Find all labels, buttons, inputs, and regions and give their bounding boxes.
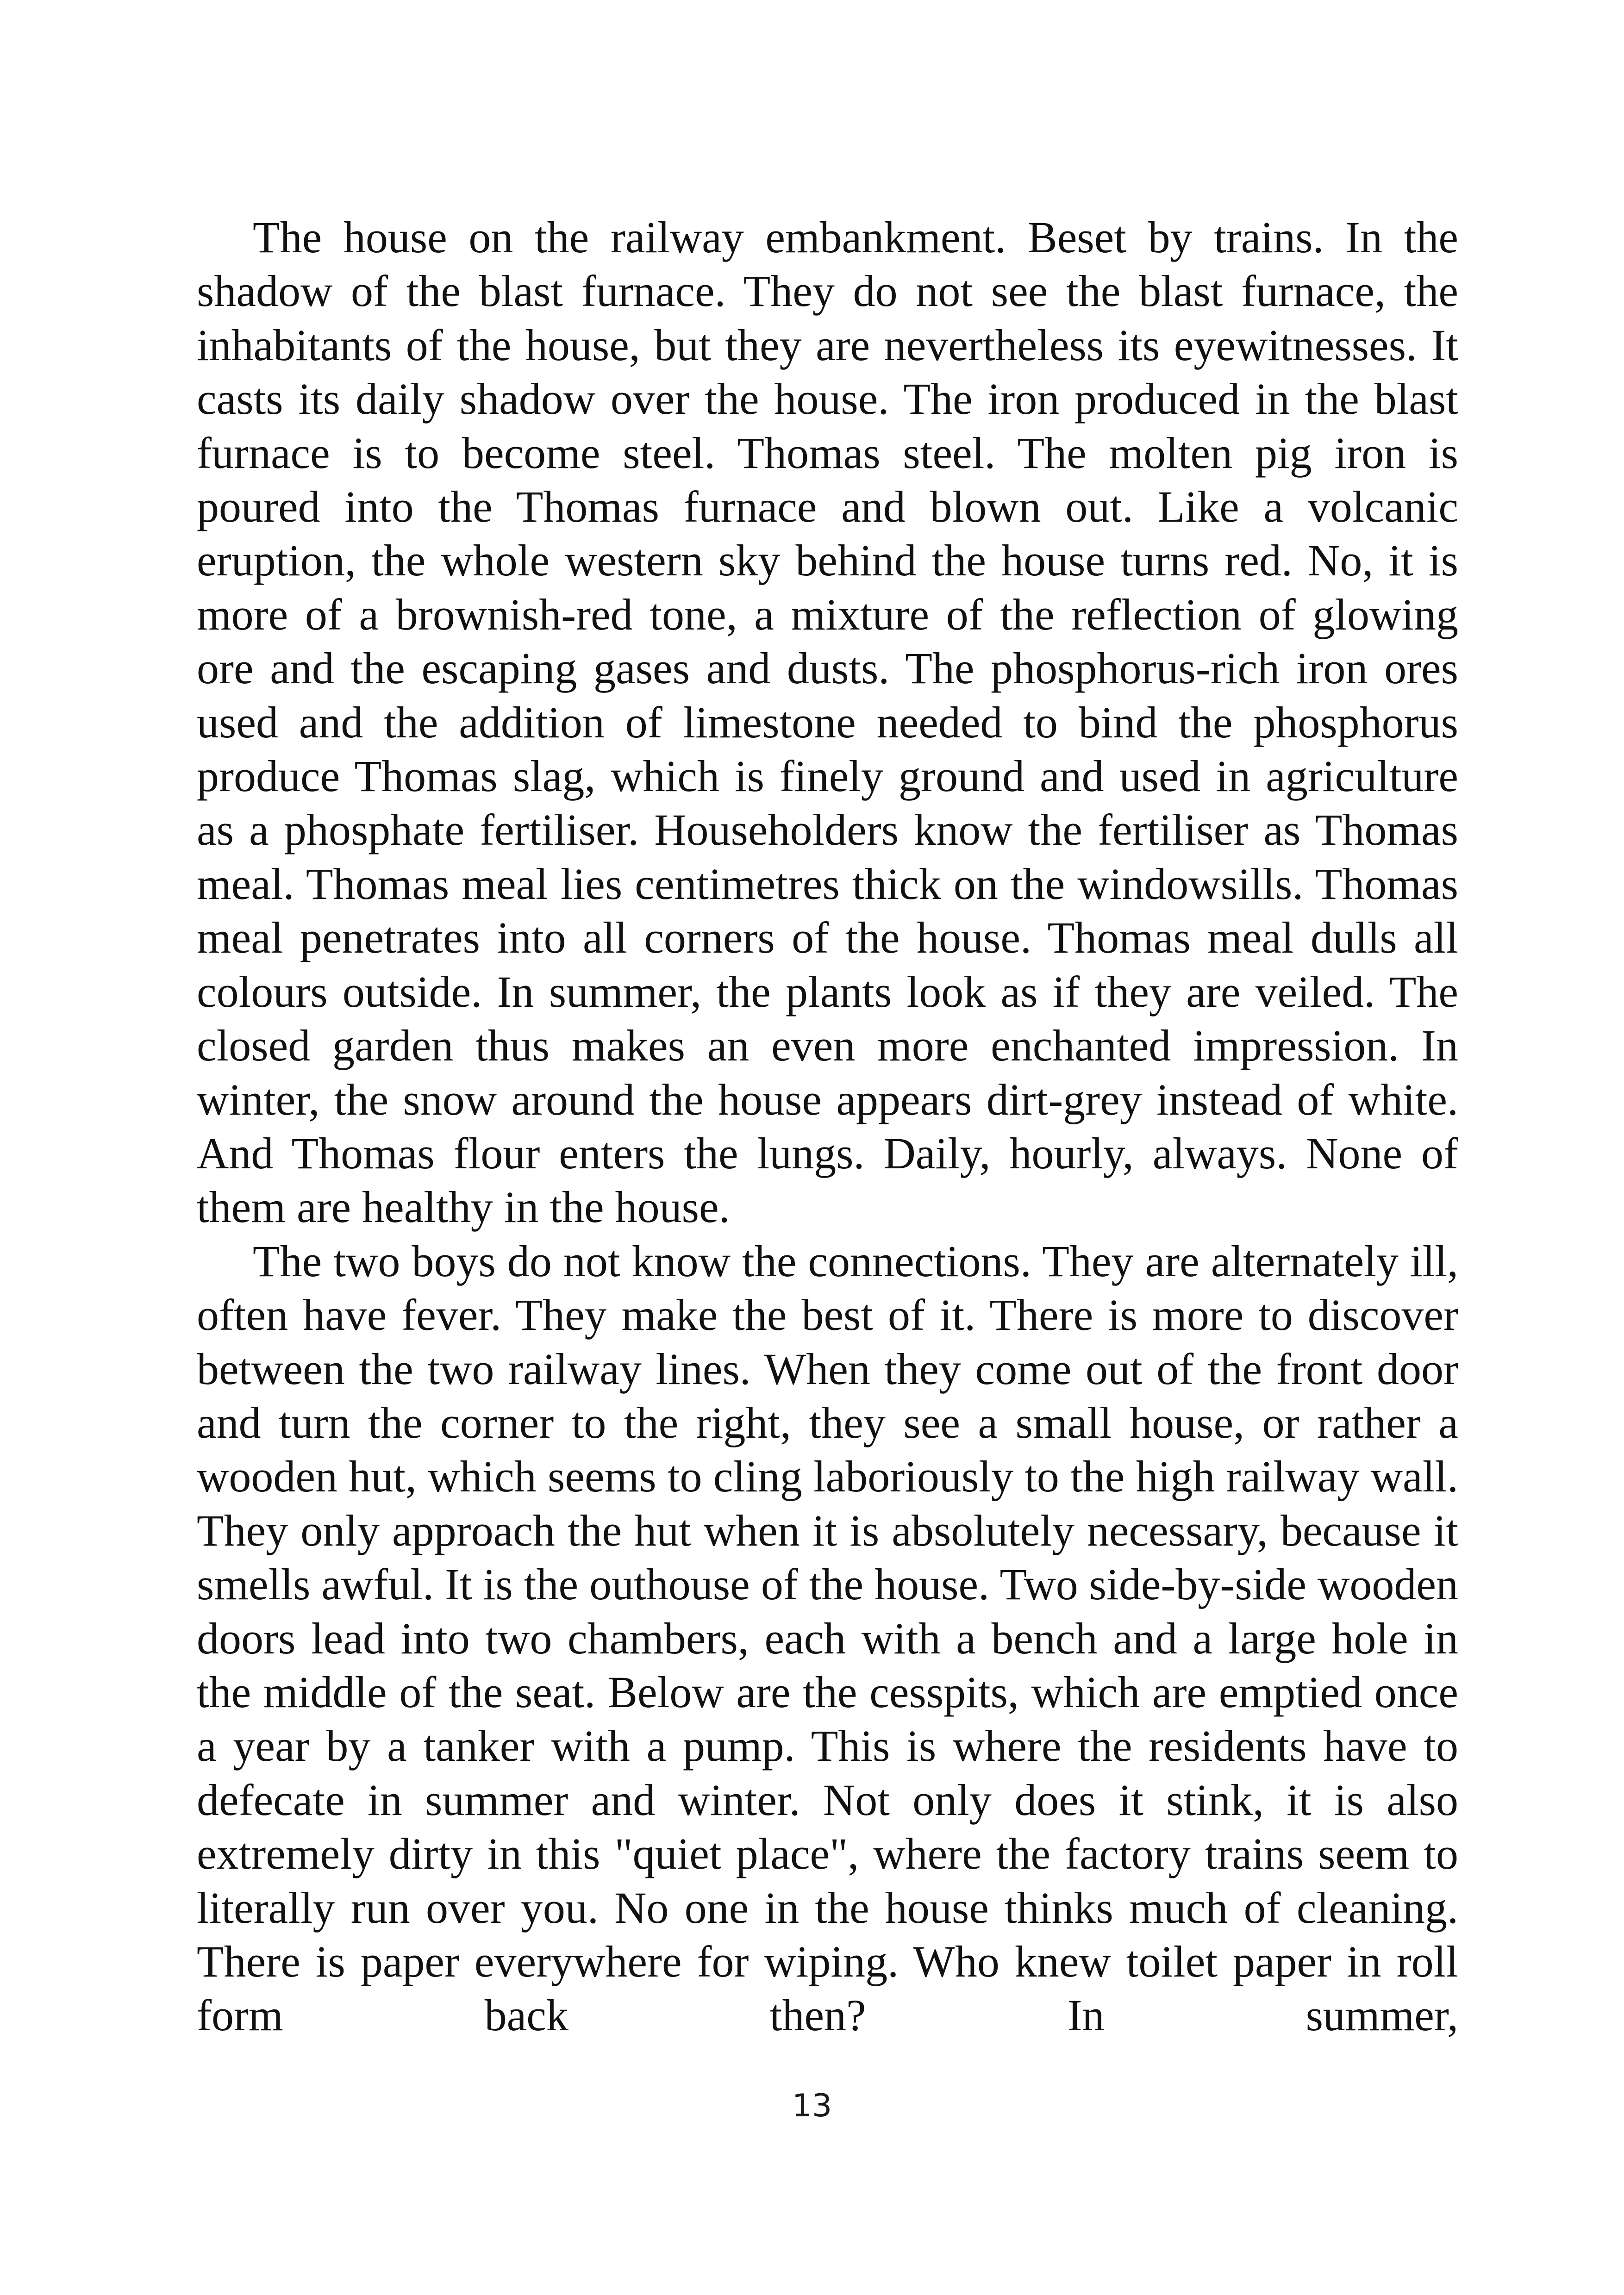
body-text [197,211,1458,2043]
paragraph-1: The house on the railway embankment. Beset by trains. In the shadow of the blast furnace. They do not see the blast furnace, the inhabitants of the house, but they are nevertheless its eyewitnesses. It casts its daily shadow over the house. The iron produced in the blast furnace is to become steel. Thomas steel. The molten pig iron is poured into the Thomas furnace and blown out. Like a volcanic eruption, the whole western sky behind the house turns red. No, it is more of a brownish-red tone, a mixture of the reflection of glowing ore and the escaping gases and dusts. The phosphorus-rich iron ores used and the addition of limestone needed to bind the phosphorus produce Thomas slag, which is finely ground and used in agriculture as a phosphate fertiliser. Householders know the fertiliser as Thomas meal. Thomas meal lies centimetres thick on the windowsills. Thomas meal penetrates into all corners of the house. Thomas meal dulls all colours outside. In summer, the plants look as if they are veiled. The closed garden thus makes an even more enchanted impression. In winter, the snow around the house appears dirt-grey instead of white. And Thomas flour enters the lungs. Daily, hourly, always. None of them are healthy in the house. [197,212,1458,1232]
paragraph-2: The two boys do not know the connections. They are alternately ill, often have fever. They make the best of it. There is more to discover between the two railway lines. When they come out of the front door and turn the corner to the right, they see a small house, or rather a wooden hut, which seems to cling laboriously to the high railway wall. They only approach the hut when it is absolutely necessary, because it smells awful. It is the outhouse of the house. Two side-by-side wooden doors lead into two chambers, each with a bench and a large hole in the middle of the seat. Below are the cesspits, which are emptied once a year by a tanker with a pump. This is where the residents have to defecate in summer and winter. Not only does it stink, it is also extremely dirty in this "quiet place", where the factory trains seem to literally run over you. No one in the house thinks much of cleaning. There is paper everywhere for wiping. Who knew toilet paper in roll form back then? In summer, [197,1236,1458,2040]
page-number: 13 [792,2088,832,2124]
